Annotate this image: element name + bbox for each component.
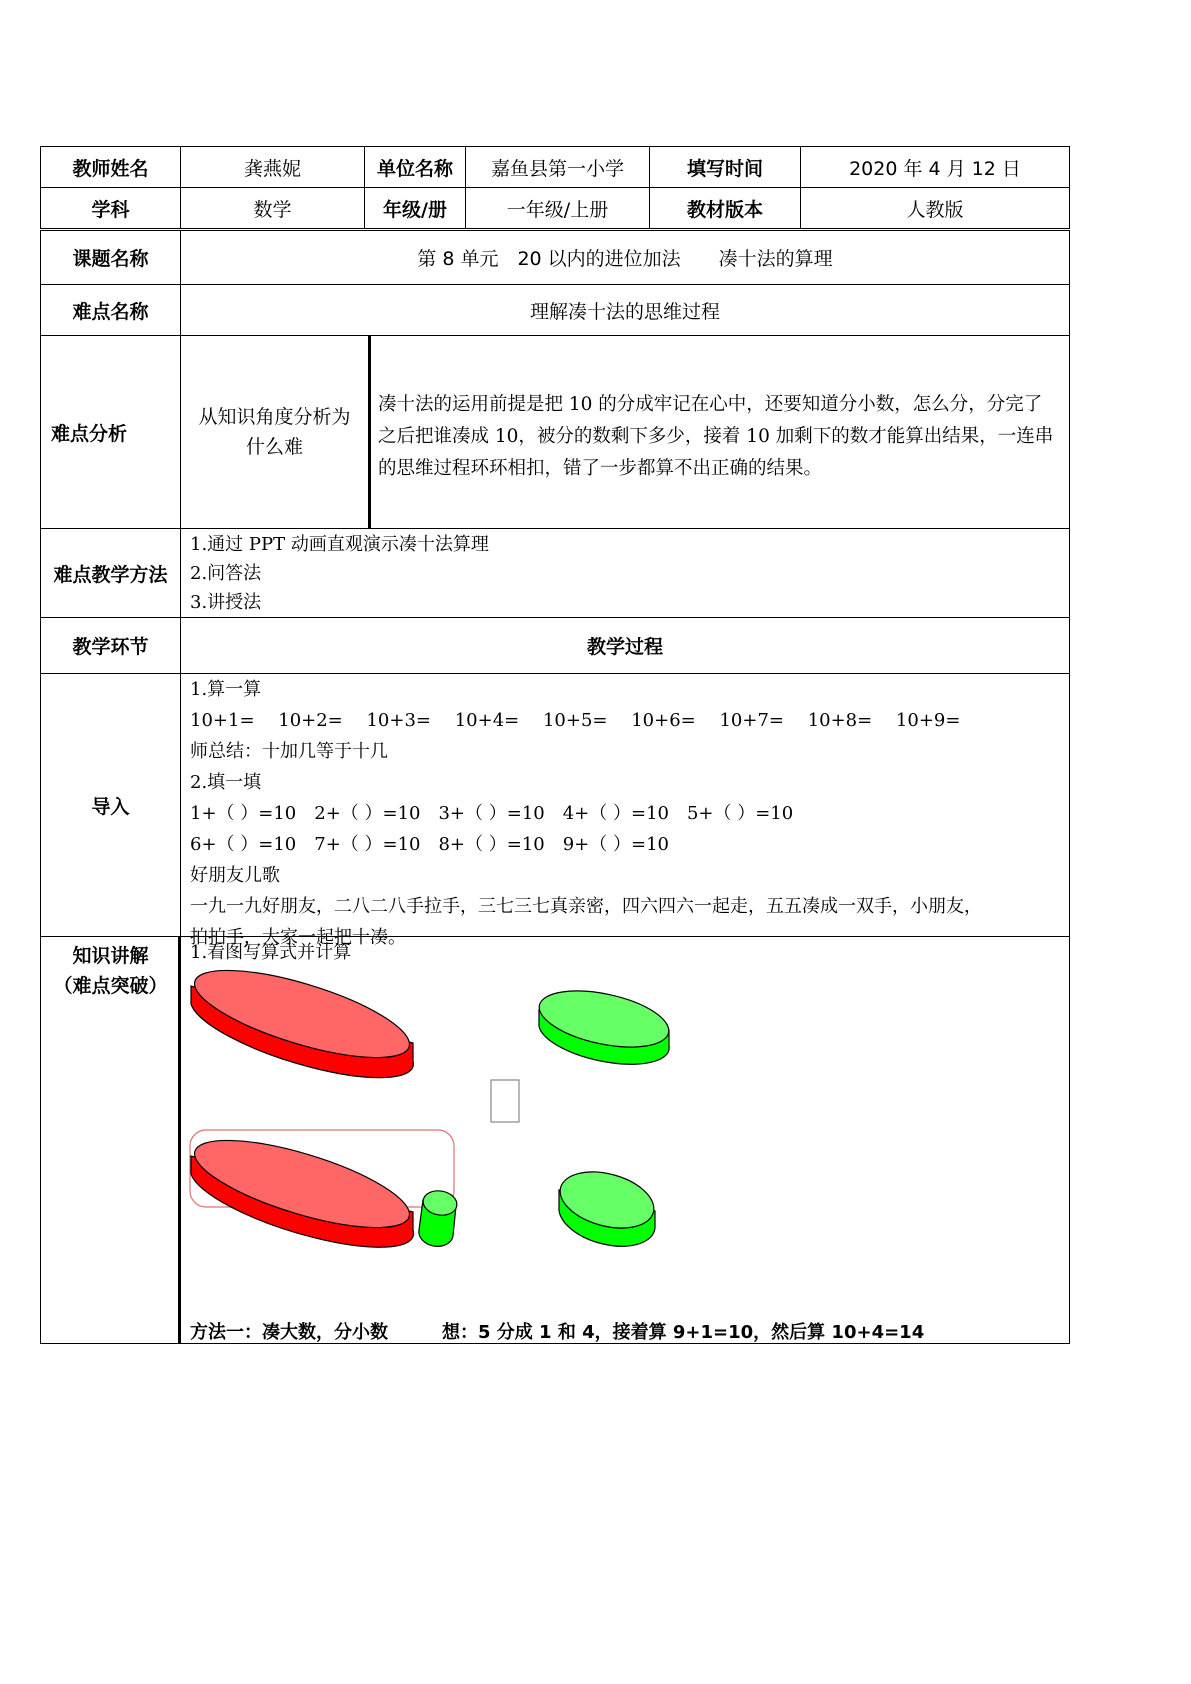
intro-line: 一九一九好朋友，二八二八手拉手，三七三七真亲密，四六四六一起走，五五凑成一双手，小朋友， — [190, 896, 982, 917]
teacher-name: 龚燕妮 — [180, 146, 365, 188]
subject-label: 学科 — [40, 187, 181, 229]
intro-line: 1+（ ）=10 2+（ ）=10 3+（ ）=10 4+（ ）=10 5+（ ）=10 — [190, 803, 794, 824]
intro-line: 好朋友儿歌 — [190, 865, 280, 886]
knowledge-label-line2: （难点突破） — [53, 975, 168, 997]
small-green-disc — [419, 1188, 459, 1246]
difficulty-value: 理解凑十法的思维过程 — [180, 284, 1070, 336]
intro-label: 导入 — [40, 673, 181, 937]
green-disc-top — [534, 981, 674, 1064]
methods-list — [190, 530, 489, 617]
edition-label: 教材版本 — [649, 187, 801, 229]
subject-value: 数学 — [180, 187, 365, 229]
analysis-angle: 从知识角度分析为什么难 — [180, 335, 369, 529]
grade-label: 年级/册 — [364, 187, 466, 229]
method-one-text: 方法一：凑大数，分小数 想：5 分成 1 和 4，接着算 9+1=10，然后算 10+4=14 — [190, 1322, 925, 1343]
grade-value: 一年级/上册 — [465, 187, 650, 229]
unit-name: 嘉鱼县第一小学 — [465, 146, 650, 188]
methods-item: 2.问答法 — [190, 563, 262, 584]
intro-line: 1.算一算 — [190, 679, 262, 700]
intro-line: 6+（ ）=10 7+（ ）=10 8+（ ）=10 9+（ ）=10 — [190, 834, 669, 855]
disc-illustration — [181, 960, 1069, 1260]
knowledge-step: 1.看图写算式并计算 — [190, 942, 352, 963]
methods-item: 1.通过 PPT 动画直观演示凑十法算理 — [190, 534, 489, 555]
answer-box — [491, 1080, 519, 1122]
methods-label: 难点教学方法 — [40, 528, 181, 618]
date-value: 2020 年 4 月 12 日 — [800, 146, 1070, 188]
intro-line: 2.填一填 — [190, 772, 262, 793]
intro-line: 拍拍手，大家一起把十凑。 — [190, 927, 406, 948]
intro-content — [190, 674, 982, 953]
intro-line: 10+1= 10+2= 10+3= 10+4= 10+5= 10+6= 10+7= 10+8= 10+9= — [190, 710, 961, 731]
date-label: 填写时间 — [649, 146, 801, 188]
knowledge-label-line1: 知识讲解 — [72, 945, 149, 967]
teacher-label: 教师姓名 — [40, 146, 181, 188]
analysis-label: 难点分析 — [40, 335, 181, 529]
stage-label: 教学环节 — [40, 617, 181, 674]
edition-value: 人教版 — [800, 187, 1070, 229]
topic-label: 课题名称 — [40, 230, 181, 285]
red-disc-bottom — [186, 1123, 418, 1248]
topic-value: 第 8 单元 20 以内的进位加法 凑十法的算理 — [180, 230, 1070, 285]
difficulty-label: 难点名称 — [40, 284, 181, 336]
process-label: 教学过程 — [180, 617, 1070, 674]
analysis-content: 凑十法的运用前提是把 10 的分成牢记在心中，还要知道分小数，怎么分，分完了之后把谁凑成 10，被分的数剩下多少，接着 10 加剩下的数才能算出结果，一连串的思维过程环环相扣，错了一步都算不出正确的结果。 — [378, 394, 1054, 479]
green-disc-bottom — [554, 1162, 660, 1246]
knowledge-label — [40, 936, 181, 1344]
intro-line: 师总结：十加几等于十几 — [190, 741, 388, 762]
red-disc-top — [186, 960, 418, 1078]
unit-label: 单位名称 — [364, 146, 466, 188]
methods-item: 3.讲授法 — [190, 592, 262, 613]
